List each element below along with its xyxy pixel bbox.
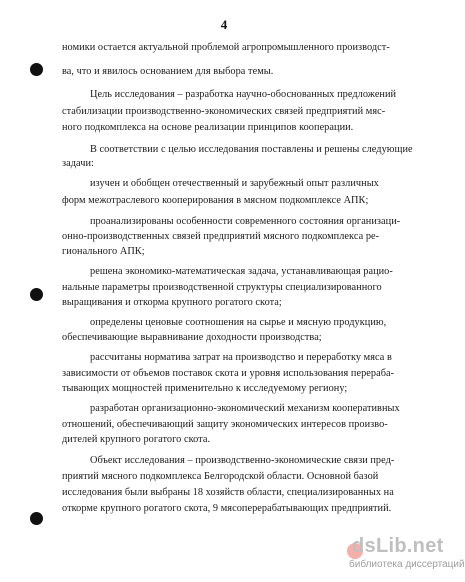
text-line: исследования были выбраны 18 хозяйств области, специализированных на [62, 487, 394, 498]
text-line: дителей крупного рогатого скота. [62, 434, 211, 445]
text-line: рассчитаны норматива затрат на производство и переработку мяса в [90, 352, 392, 363]
text-line: номики остается актуальной проблемой агропромышленного производст- [62, 42, 390, 53]
text-line: определены ценовые соотношения на сырье и мясную продукцию, [90, 317, 387, 328]
watermark-subtitle: библиотека диссертаций [349, 559, 465, 570]
text-line: разработан организационно-экономический механизм кооперативных [90, 403, 400, 414]
text-line: выращивания и откорма крупного рогатого скота; [62, 297, 282, 308]
text-line: приятий мясного подкомплекса Белгородской области. Основной базой [62, 471, 379, 482]
binder-hole-icon [30, 512, 43, 525]
page-number: 4 [220, 17, 228, 32]
text-line: отношений, обеспечивающий защиту экономических интересов произво- [62, 419, 388, 430]
text-line: Объект исследования – производственно-экономические связи пред- [90, 455, 395, 466]
text-line: нальные параметры производственной структуры специализированного [62, 282, 382, 293]
text-line: откорме крупного рогатого скота, 9 мясоперерабатывающих предприятий. [62, 503, 392, 514]
text-line: обеспечивающие выравнивание доходности производства; [62, 332, 322, 343]
text-line: зависимости от объемов поставок скота и уровня использования перераба- [62, 368, 395, 379]
text-line: Цель исследования – разработка научно-обоснованных предложений [90, 89, 397, 100]
text-line: проанализированы особенности современного состояния организаци- [90, 216, 401, 227]
text-line: форм межотраслевого кооперирования в мясном подкомплексе АПК; [62, 195, 369, 206]
text-line: задачи: [62, 158, 94, 169]
text-line: решена экономико-математическая задача, устанавливающая рацио- [90, 266, 393, 277]
binder-hole-icon [30, 288, 43, 301]
binder-hole-icon [30, 63, 43, 76]
text-line: ва, что и явилось основанием для выбора темы. [62, 66, 274, 77]
text-line: В соответствии с целью исследования поставлены и решены следующие [90, 144, 413, 155]
watermark[interactable] [345, 535, 465, 579]
text-line: гионального АПК; [62, 246, 145, 257]
watermark-logo-text: dsLib.net [352, 535, 444, 557]
text-line: онно-производственных связей предприятий мясного подкомплекса ре- [62, 231, 380, 242]
text-line: тывающих мощностей применительно к исследуемому региону; [62, 383, 348, 394]
text-line: стабилизации производственно-экономических связей предприятий мяс- [62, 106, 386, 117]
text-line: изучен и обобщен отечественный и зарубежный опыт различных [90, 178, 379, 189]
text-line: ного подкомплекса на основе реализации принципов кооперации. [62, 122, 354, 133]
